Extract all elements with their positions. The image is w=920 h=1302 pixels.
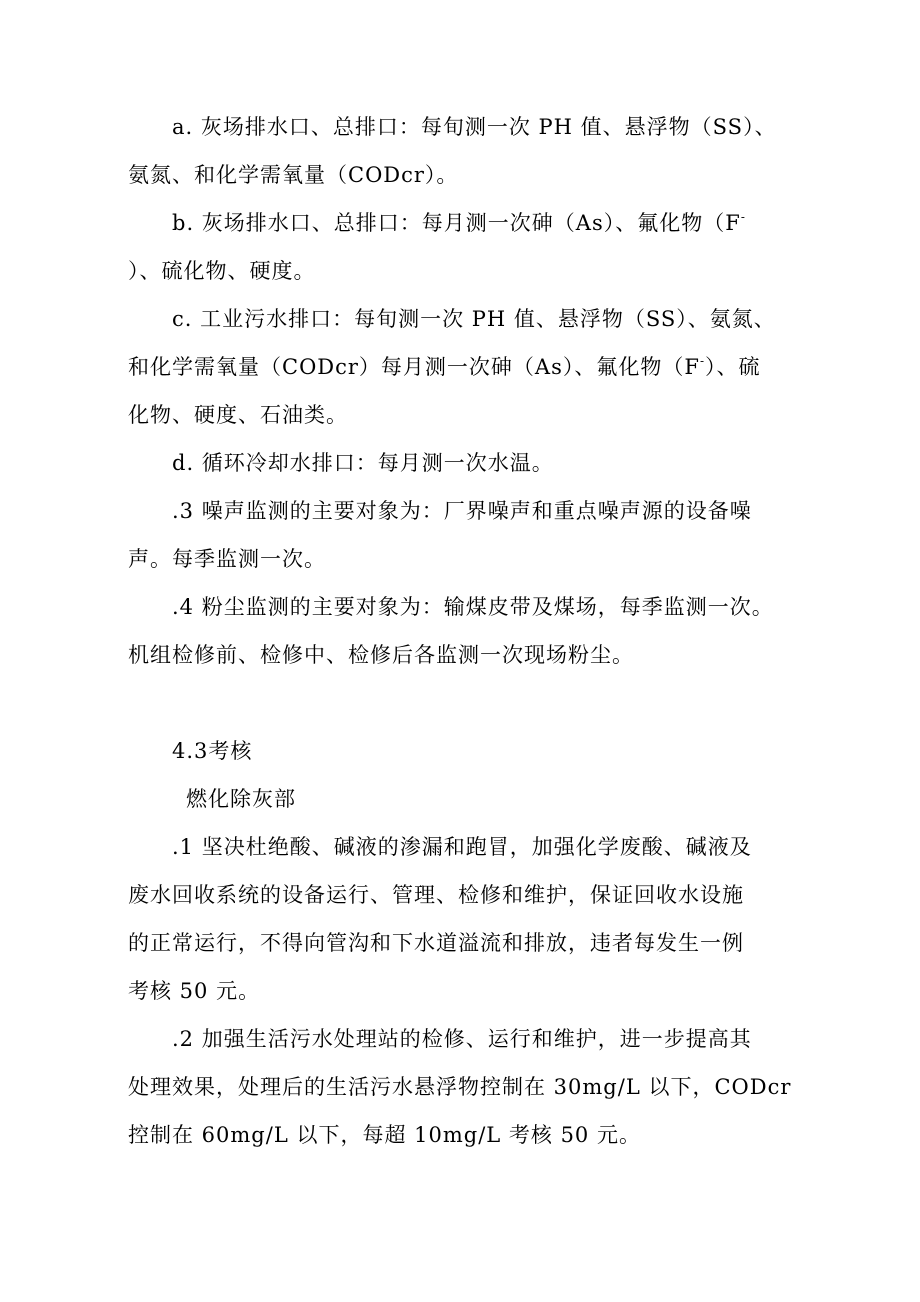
dust-monitoring-line-1: .4 粉尘监测的主要对象为：输煤皮带及煤场，每季监测一次。 — [172, 595, 774, 619]
item-b-text: b. 灰场排水口、总排口：每月测一次砷（As）、氟化物（F — [172, 211, 741, 235]
dust-monitoring-line-2: 机组检修前、检修中、检修后各监测一次现场粉尘。 — [128, 643, 634, 667]
item-d-line-1: d. 循环冷却水排口：每月测一次水温。 — [172, 451, 554, 475]
assessment-2-line-2: 处理效果，处理后的生活污水悬浮物控制在 30mg/L 以下，CODcr — [128, 1075, 792, 1099]
item-c-line-1: c. 工业污水排口：每旬测一次 PH 值、悬浮物（SS）、氨氮、 — [172, 307, 776, 331]
sub-heading: 燃化除灰部 — [186, 787, 296, 811]
assessment-2-line-3: 控制在 60mg/L 以下，每超 10mg/L 考核 50 元。 — [128, 1123, 641, 1147]
item-c-line-2 — [128, 354, 761, 380]
item-c-text: 和化学需氧量（CODcr）每月测一次砷（As）、氟化物（F — [128, 355, 700, 379]
item-c-text-after: ）、硫 — [705, 355, 761, 379]
item-a-line-1: a. 灰场排水口、总排口：每旬测一次 PH 值、悬浮物（SS）、 — [172, 115, 777, 139]
assessment-1-line-1: .1 坚决杜绝酸、碱液的渗漏和跑冒，加强化学废酸、碱液及 — [172, 835, 752, 859]
section-heading: 4.3考核 — [172, 739, 253, 763]
assessment-2-line-1: .2 加强生活污水处理站的检修、运行和维护，进一步提高其 — [172, 1027, 752, 1051]
item-c-line-3: 化物、硬度、石油类。 — [128, 403, 348, 427]
noise-monitoring-line-1: .3 噪声监测的主要对象为：厂界噪声和重点噪声源的设备噪 — [172, 499, 752, 523]
assessment-1-line-2: 废水回收系统的设备运行、管理、检修和维护，保证回收水设施 — [128, 883, 744, 907]
noise-monitoring-line-2: 声。每季监测一次。 — [128, 547, 326, 571]
item-b-line-2: ）、硫化物、硬度。 — [128, 259, 316, 283]
superscript-minus: - — [740, 210, 746, 224]
assessment-1-line-4: 考核 50 元。 — [128, 979, 261, 1003]
item-b-line-1 — [172, 210, 746, 236]
assessment-1-line-3: 的正常运行，不得向管沟和下水道溢流和排放，违者每发生一例 — [128, 931, 744, 955]
item-a-line-2: 氨氮、和化学需氧量（CODcr）。 — [128, 163, 459, 187]
superscript-minus: - — [699, 354, 705, 368]
